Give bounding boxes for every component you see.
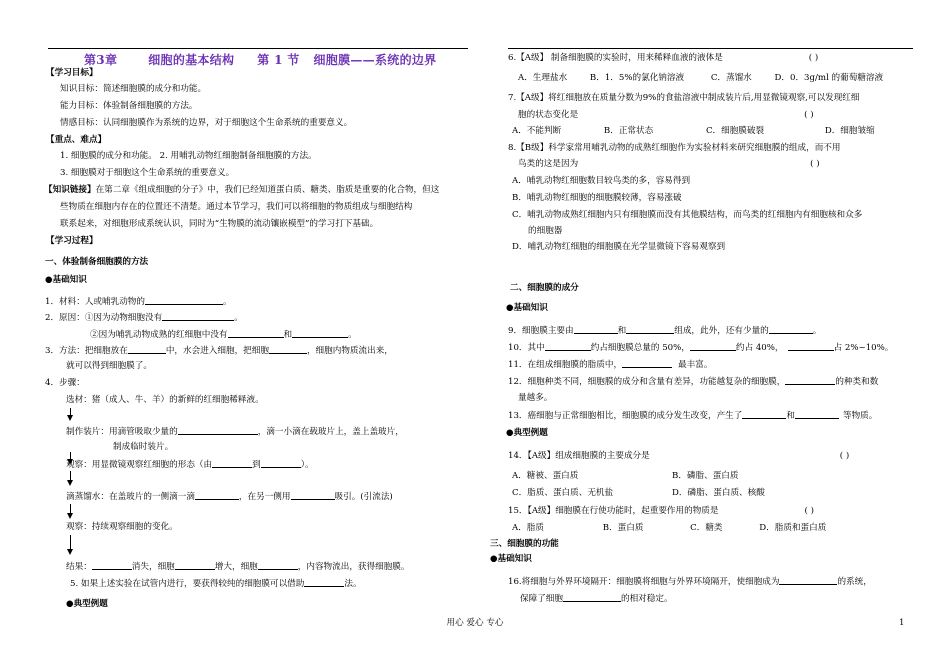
objective-knowledge: 知识目标：简述细胞膜的成分和功能。 bbox=[60, 84, 207, 94]
q7-option-d[interactable]: D．细胞皱缩 bbox=[824, 126, 875, 136]
q16-cont bbox=[520, 593, 673, 604]
q10-text-d: 占 2%~10%。 bbox=[833, 343, 894, 353]
q7-stem2 bbox=[518, 110, 814, 120]
q8-option-a[interactable]: A．哺乳动物红细胞数目较鸟类的多，容易得到 bbox=[512, 176, 691, 186]
step-water-text-b: ，在另一侧用 bbox=[238, 492, 291, 502]
q15-stem-text: 15．【A级】细胞膜在行使功能时，起重要作用的物质是 bbox=[508, 506, 719, 516]
step-water-text-a: 滴蒸馏水：在盖玻片的一侧滴一滴 bbox=[66, 492, 195, 502]
q16-text-d: 的相对稳定。 bbox=[620, 594, 673, 604]
objectives-heading: 【学习目标】 bbox=[46, 68, 98, 78]
knowledge-link-label: 【知识链接】 bbox=[44, 185, 96, 195]
part1-heading: 一、体验制备细胞膜的方法 bbox=[45, 257, 149, 267]
part1-basics-label: ●基础知识 bbox=[45, 275, 87, 285]
step-observe-again: 观察：持续观察细胞的变化。 bbox=[66, 522, 178, 532]
part3-basics-label: ●基础知识 bbox=[490, 554, 532, 564]
part3-heading: 三、细胞膜的功能 bbox=[490, 539, 559, 549]
q2-reason-a: 2．原因：①因为动物细胞没有 。 bbox=[45, 313, 243, 323]
header-rule-right bbox=[508, 48, 913, 49]
knowledge-link-line1 bbox=[44, 185, 439, 195]
q15-answer-paren: ( ) bbox=[804, 506, 814, 516]
q8-option-b[interactable]: B．哺乳动物红细胞的细胞膜较薄，容易涨破 bbox=[512, 193, 682, 203]
step-observe bbox=[66, 459, 314, 470]
result-text-c: 增大，细胞 bbox=[214, 562, 258, 572]
q10-text-c: 约占 40%， bbox=[735, 343, 784, 353]
q13-text-c: 等物质。 bbox=[842, 411, 878, 421]
chapter-name: 细胞的基本结构 bbox=[148, 53, 235, 67]
q7-option-b[interactable]: B．正常状态 bbox=[603, 126, 654, 136]
q11 bbox=[508, 359, 712, 370]
q9-text-c: 组成，此外，还有少量的 bbox=[674, 326, 769, 336]
q1-blank[interactable] bbox=[145, 296, 223, 305]
q13-text-b: 和 bbox=[786, 411, 795, 421]
step-slide-blank[interactable] bbox=[178, 426, 258, 435]
q15-stem bbox=[508, 506, 814, 516]
q14-option-b[interactable]: B．磷脂、蛋白质 bbox=[672, 471, 739, 481]
q8-option-d[interactable]: D．哺乳动物红细胞的细胞膜在光学显微镜下容易观察到 bbox=[512, 242, 726, 252]
part2-heading: 二、细胞膜的成分 bbox=[510, 283, 579, 293]
q9-text-d: 。 bbox=[812, 326, 822, 336]
q6-options bbox=[518, 73, 883, 83]
step-water-blank2[interactable] bbox=[291, 491, 335, 500]
q3-text-b: 中，水会进入细胞，把细胞 bbox=[165, 346, 269, 356]
keypoints-line1: 1. 细胞膜的成分和功能。 2. 用哺乳动物红细胞制备细胞膜的方法。 bbox=[60, 151, 317, 161]
q9-blank1[interactable] bbox=[574, 325, 618, 334]
q8-stem2 bbox=[518, 159, 820, 169]
q6-stem-text: 6.【A级】 制备细胞膜的实验时，用来稀释血液的液体是 bbox=[508, 53, 723, 63]
q16-blank1[interactable] bbox=[779, 576, 837, 585]
q13-blank1[interactable] bbox=[742, 410, 786, 419]
step-select: 选材：猪（成人、牛、羊）的新鲜的红细胞稀释液。 bbox=[66, 395, 264, 405]
q2b-and: 和 bbox=[283, 330, 293, 340]
objective-emotion: 情感目标：认同细胞膜作为系统的边界，对于细胞这个生命系统的重要意义。 bbox=[60, 118, 353, 128]
q13 bbox=[508, 410, 877, 421]
step-observe-text-a: 观察：用显微镜观察红细胞的形态（由 bbox=[66, 460, 213, 470]
keypoints-line2: 3. 细胞膜对于细胞这个生命系统的重要意义。 bbox=[60, 168, 235, 178]
q3-text-a: 3．方法：把细胞放在 bbox=[45, 346, 128, 356]
q7-stem1: 7.【A级】将红细胞放在质量分数为9%的食盐溶液中制成装片后,用显微镜观察,可以发现红细 bbox=[508, 93, 860, 103]
q6-answer-paren: ( ) bbox=[808, 53, 819, 63]
q14-stem bbox=[508, 451, 849, 461]
q11-blank[interactable] bbox=[622, 359, 672, 368]
q6-stem bbox=[508, 53, 818, 63]
q10-text-b: 约占细胞膜总量的 50%， bbox=[590, 343, 690, 353]
q6-option-d[interactable]: D．0．3g/ml 的葡萄糖溶液 bbox=[774, 73, 884, 83]
q15-option-b[interactable]: B．蛋白质 bbox=[602, 523, 644, 533]
q5 bbox=[70, 578, 362, 589]
q8-stem1: 8.【B级】科学家常用哺乳动物的成熟红细胞作为实验材料来研究细胞膜的组成，而不用 bbox=[508, 143, 841, 153]
q15-options bbox=[512, 523, 826, 533]
objective-ability: 能力目标：体验制备细胞膜的方法。 bbox=[60, 101, 198, 111]
q8-option-c[interactable]: C．哺乳动物成熟红细胞内只有细胞膜而没有其他膜结构，而鸟类的红细胞内有细胞核和众多 bbox=[512, 210, 863, 220]
q3-text-c: ，细胞内物质流出来， bbox=[306, 346, 393, 356]
q15-option-c[interactable]: C．糖类 bbox=[690, 523, 723, 533]
q5-blank[interactable] bbox=[304, 578, 344, 587]
q2b-blank1[interactable] bbox=[228, 329, 284, 338]
step-result bbox=[66, 561, 410, 572]
result-blank1[interactable] bbox=[92, 561, 132, 570]
q16-text-c: 保障了细胞 bbox=[520, 594, 563, 604]
page-number: 1 bbox=[899, 618, 905, 628]
q9 bbox=[508, 325, 821, 336]
q14-option-d[interactable]: D．磷脂、蛋白质、核酸 bbox=[672, 488, 765, 498]
q11-text-a: 11．在组成细胞膜的脂质中， bbox=[508, 360, 623, 370]
section-number: 第 1 节 bbox=[257, 53, 300, 67]
q2b-blank2[interactable] bbox=[292, 329, 348, 338]
result-blank2[interactable] bbox=[175, 561, 215, 570]
q16-text-b: 的系统， bbox=[837, 577, 872, 587]
step-observe-text-c: ）。 bbox=[300, 460, 314, 470]
q15-option-a[interactable]: A．脂质 bbox=[512, 523, 544, 533]
q1-material: 1．材料：人或哺乳动物的 。 bbox=[45, 297, 232, 307]
q10-blank3[interactable] bbox=[788, 342, 834, 351]
q7-option-c[interactable]: C．细胞膜破裂 bbox=[705, 126, 765, 136]
q6-option-c[interactable]: C．蒸馏水 bbox=[710, 73, 752, 83]
section-name: 细胞膜——系统的边界 bbox=[313, 53, 437, 67]
q12-cont: 量越多。 bbox=[518, 393, 553, 403]
q9-blank2[interactable] bbox=[626, 325, 674, 334]
arrow-down-icon bbox=[67, 504, 75, 519]
q7-option-a[interactable]: A．不能判断 bbox=[512, 126, 562, 136]
q16-blank2[interactable] bbox=[563, 593, 621, 602]
q10-blank1[interactable] bbox=[545, 342, 591, 351]
q14-option-c[interactable]: C．脂质、蛋白质、无机盐 bbox=[512, 488, 614, 498]
q3-blank1[interactable] bbox=[128, 345, 166, 354]
arrow-down-icon bbox=[67, 471, 75, 486]
q8-stem2-text: 鸟类的这是因为 bbox=[518, 159, 579, 169]
q2b-text: ②因为哺乳动物成熟的红细胞中没有 bbox=[90, 330, 228, 340]
q2a-text: 2．原因：①因为动物细胞没有 bbox=[45, 313, 163, 323]
q7-options bbox=[512, 126, 875, 136]
step-water-blank1[interactable] bbox=[195, 491, 239, 500]
keypoints-heading: 【重点、难点】 bbox=[46, 135, 107, 145]
q8-option-c-cont: 的细胞器 bbox=[528, 226, 563, 236]
q9-blank3[interactable] bbox=[769, 325, 813, 334]
q12-blank[interactable] bbox=[785, 376, 835, 385]
q6-option-a[interactable]: A．生理盐水 bbox=[518, 73, 568, 83]
q12 bbox=[508, 376, 878, 387]
part2-basics-label: ●基础知识 bbox=[506, 303, 548, 313]
knowledge-link-text1: 在第二章《组成细胞的分子》中，我们已经知道蛋白质、糖类、脂质是重要的化合物，但这 bbox=[95, 185, 440, 195]
step-slide-cont: 制成临时装片。 bbox=[113, 442, 174, 452]
result-blank3[interactable] bbox=[258, 561, 298, 570]
q3-method bbox=[45, 345, 393, 356]
q13-blank2[interactable] bbox=[795, 410, 839, 419]
q10-text-a: 10．其中 bbox=[508, 343, 545, 353]
result-text-a: 结果： bbox=[66, 562, 92, 572]
q5-text-b: 法。 bbox=[344, 579, 362, 589]
step-slide-text-b: ，滴一小滴在载玻片上，盖上盖玻片， bbox=[257, 427, 404, 437]
part1-examples-label: ●典型例题 bbox=[66, 599, 108, 609]
q8-answer-paren: ( ) bbox=[810, 159, 820, 169]
step-slide bbox=[66, 426, 404, 437]
q16 bbox=[508, 576, 872, 587]
step-slide-text-a: 制作装片：用滴管吸取少量的 bbox=[66, 427, 178, 437]
q12-text-a: 12．细胞种类不同，细胞膜的成分和含量有差异，功能越复杂的细胞膜， bbox=[508, 377, 786, 387]
chapter-number: 第3章 bbox=[84, 53, 118, 67]
step-water-text-c: 吸引。(引流法) bbox=[334, 492, 393, 502]
q13-text-a: 13．癌细胞与正常细胞相比，细胞膜的成分发生改变，产生了 bbox=[508, 411, 743, 421]
q3-blank2[interactable] bbox=[269, 345, 307, 354]
page-title bbox=[84, 53, 437, 67]
q4-steps: 4．步骤： bbox=[45, 378, 85, 388]
q2-reason-b: ②因为哺乳动物成熟的红细胞中没有 和 。 bbox=[90, 330, 357, 340]
q3-method-cont: 就可以得到细胞膜了。 bbox=[66, 361, 152, 371]
process-heading: 【学习过程】 bbox=[46, 236, 98, 246]
knowledge-link-line2: 些物质在细胞内存在的位置还不清楚。通过本节学习，我们可以将细胞的物质组成与细胞结构 bbox=[60, 202, 413, 212]
q10 bbox=[508, 342, 893, 353]
q14-option-a[interactable]: A．糖被、蛋白质 bbox=[512, 471, 579, 481]
q5-text-a: 5. 如果上述实验在试管内进行，要获得较纯的细胞膜可以借助 bbox=[70, 579, 305, 589]
result-text-b: 消失，细胞 bbox=[131, 562, 175, 572]
knowledge-link-line3: 联系起来，对细胞形成系统认识，同时为“生物膜的流动镶嵌模型”的学习打下基础。 bbox=[60, 219, 379, 229]
header-rule-left bbox=[48, 48, 468, 49]
q14-stem-text: 14．【A级】组成细胞膜的主要成分是 bbox=[508, 451, 650, 461]
q7-answer-paren: ( ) bbox=[804, 110, 814, 120]
step-water bbox=[66, 491, 393, 502]
q6-option-b[interactable]: B．1．5%的氯化钠溶液 bbox=[589, 73, 685, 83]
arrow-down-icon bbox=[67, 535, 75, 555]
step-observe-text-b: 到 bbox=[252, 460, 261, 470]
q7-stem2-text: 胞的状态变化是 bbox=[518, 110, 579, 120]
q15-option-d[interactable]: D．脂质和蛋白质 bbox=[759, 523, 827, 533]
q2a-blank[interactable] bbox=[162, 312, 234, 321]
q10-blank2[interactable] bbox=[690, 342, 736, 351]
arrow-down-icon bbox=[67, 408, 75, 421]
q9-text-a: 9．细胞膜主要由 bbox=[508, 326, 574, 336]
q12-text-b: 的种类和数 bbox=[835, 377, 879, 387]
step-observe-blank1[interactable] bbox=[212, 459, 252, 468]
q16-text-a: 16.将细胞与外界环境隔开：细胞膜将细胞与外界环境隔开，使细胞成为 bbox=[508, 577, 780, 587]
q9-text-b: 和 bbox=[617, 326, 627, 336]
step-observe-blank2[interactable] bbox=[261, 459, 301, 468]
part2-examples-label: ●典型例题 bbox=[506, 428, 548, 438]
page-footer: 用心 爱心 专心 bbox=[446, 618, 504, 628]
q11-text-b: 最丰富。 bbox=[678, 360, 713, 370]
q14-answer-paren: ( ) bbox=[839, 451, 850, 461]
result-text-d: ，内容物流出，获得细胞膜。 bbox=[297, 562, 410, 572]
q1-text: 1．材料：人或哺乳动物的 bbox=[45, 297, 145, 307]
